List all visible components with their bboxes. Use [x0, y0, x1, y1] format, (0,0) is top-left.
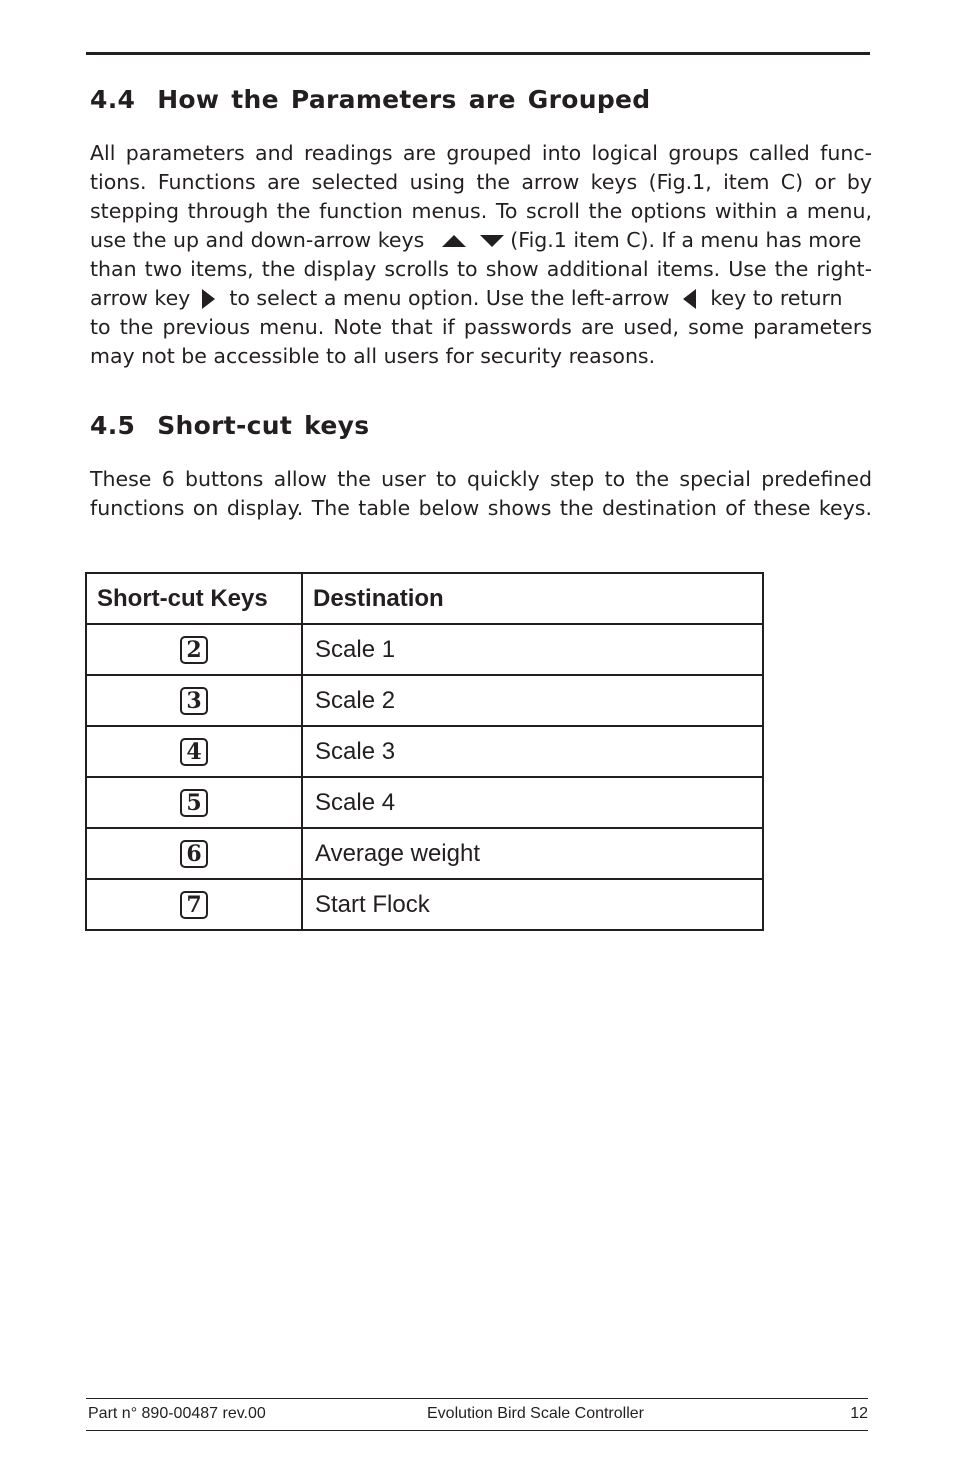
top-rule	[86, 52, 870, 55]
key-7-icon: 7	[180, 891, 208, 919]
destination-cell: Average weight	[302, 828, 763, 879]
destination-cell: Scale 2	[302, 675, 763, 726]
table-row	[86, 675, 763, 726]
paragraph-4-4	[90, 139, 872, 371]
key-3-icon: 3	[180, 687, 208, 715]
paragraph-line: to the previous menu. Note that if passwords are used, some parameters	[90, 315, 872, 339]
key-cell	[86, 726, 302, 777]
down-arrow-icon	[480, 235, 504, 247]
key-cell	[86, 675, 302, 726]
right-arrow-icon	[202, 289, 215, 309]
paragraph-text: to select a menu option. Use the left-arrow	[229, 286, 670, 310]
heading-4-5	[90, 411, 369, 440]
table-row	[86, 879, 763, 930]
paragraph-line	[90, 226, 872, 255]
footer-part-number: Part n° 890-00487 rev.00	[88, 1405, 266, 1422]
paragraph-text: use the up and down-arrow keys	[90, 228, 425, 252]
paragraph-line: than two items, the display scrolls to show additional items. Use the right-	[90, 257, 872, 281]
paragraph-line: may not be accessible to all users for security reasons.	[90, 344, 656, 368]
key-cell	[86, 828, 302, 879]
heading-4-4	[90, 85, 650, 114]
key-cell	[86, 777, 302, 828]
paragraph-4-5	[90, 465, 872, 523]
section-title: How the Parameters are Grouped	[157, 85, 651, 114]
paragraph-text: (Fig.1 item C). If a menu has more	[510, 228, 862, 252]
left-arrow-icon	[683, 289, 696, 309]
footer-page-number: 12	[850, 1405, 868, 1422]
paragraph-line: stepping through the function menus. To scroll the options within a menu,	[90, 199, 872, 223]
table-header-row	[86, 573, 763, 624]
shortcut-table	[85, 572, 764, 931]
up-arrow-icon	[442, 235, 466, 247]
paragraph-line: functions on display. The table below shows the destination of these keys.	[90, 496, 872, 520]
paragraph-line: These 6 buttons allow the user to quickly step to the special predefined	[90, 467, 872, 491]
paragraph-line	[90, 284, 872, 313]
section-number: 4.5	[90, 411, 136, 440]
key-6-icon: 6	[180, 840, 208, 868]
destination-cell: Scale 3	[302, 726, 763, 777]
section-number: 4.4	[90, 85, 136, 114]
key-5-icon: 5	[180, 789, 208, 817]
destination-cell: Start Flock	[302, 879, 763, 930]
destination-cell: Scale 4	[302, 777, 763, 828]
paragraph-text: arrow key	[90, 286, 191, 310]
key-cell	[86, 624, 302, 675]
paragraph-line: All parameters and readings are grouped into logical groups called func-	[90, 141, 872, 165]
key-cell	[86, 879, 302, 930]
table-row	[86, 624, 763, 675]
destination-cell: Scale 1	[302, 624, 763, 675]
column-header-shortcut-keys: Short-cut Keys	[86, 573, 302, 624]
table-row	[86, 828, 763, 879]
paragraph-line: tions. Functions are selected using the arrow keys (Fig.1, item C) or by	[90, 170, 872, 194]
column-header-destination: Destination	[302, 573, 763, 624]
key-2-icon: 2	[180, 636, 208, 664]
key-4-icon: 4	[180, 738, 208, 766]
footer-bottom-rule	[86, 1430, 868, 1431]
table-row	[86, 726, 763, 777]
table-row	[86, 777, 763, 828]
section-title: Short-cut keys	[157, 411, 370, 440]
paragraph-text: key to return	[710, 286, 843, 310]
footer-title: Evolution Bird Scale Controller	[427, 1405, 644, 1422]
footer-top-rule	[86, 1398, 868, 1399]
